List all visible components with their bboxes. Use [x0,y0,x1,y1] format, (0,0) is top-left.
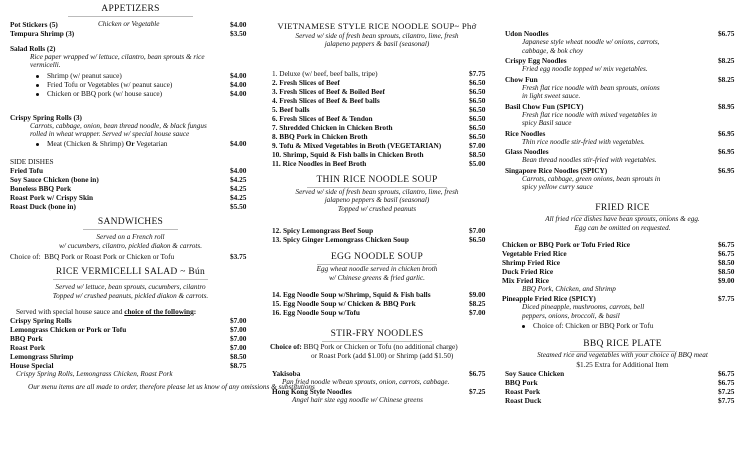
divider [68,16,193,17]
menu-column-middle [262,0,492,455]
spring-rolls-name: Crispy Spring Rolls (3) [10,113,82,122]
pho-item-name: 7. Shredded Chicken in Chicken Broth [272,123,393,132]
pho-item-price: $6.50 [469,123,486,132]
stir-fry-choice: Choice of: BBQ Pork or Chicken or Tofu (no additional charge) [270,342,458,351]
bbq-plate-item: BBQ Pork [505,378,538,387]
noodle-item-desc: Carrots, cabbage, green onions, bean sprouts in [522,174,661,183]
fried-rice-item: Shrimp Fried Rice [502,258,560,267]
noodle-item-desc: Fried egg noodle topped w/ mix vegetables. [522,65,648,73]
pineapple-fried-rice-choice: Choice of: Chicken or BBQ Pork or Tofu [522,322,653,329]
fried-rice-price: $8.50 [718,258,735,267]
noodle-item-desc: Bean thread noodles stir-fried with vegetables. [522,156,657,164]
hong-kong-noodles-name: Hong Kong Style Noodles [272,387,352,396]
sandwiches-desc: w/ cucumbers, cilantro, pickled diakon & carrots. [59,242,202,250]
egg-noodle-price: $9.00 [469,290,486,299]
spring-rolls-price: $4.00 [230,139,247,148]
pho-item-price: $6.50 [469,96,486,105]
salad-roll-option-price: $4.00 [230,89,247,98]
side-dish-price: $4.25 [230,184,247,193]
noodle-item-price: $8.25 [718,56,735,65]
sandwiches-choice: Choice of: BBQ Pork or Roast Pork or Chicken or Tofu [10,252,175,261]
salad-roll-option: Fried Tofu or Vegetables (w/ peanut sauce) [36,81,172,88]
thin-noodle-desc: jalapeno peppers & basil (seasonal) [324,196,430,204]
salad-rolls-desc: vermicelli. [30,61,61,69]
pho-item-name: 1. Deluxe (w/ beef, beef balls, tripe) [272,69,378,78]
stir-fry-choice: or Roast Pork (add $1.00) or Shrimp (add $1.50) [311,351,454,360]
bullet-icon [36,84,39,87]
noodle-item-desc: Japanese style wheat noodle w/ onions, carrots, [522,38,660,46]
bbq-plate-desc: Steamed rice and vegetables with your choice of BBQ meat [537,351,708,359]
pho-item-price: $6.50 [469,78,486,87]
thin-noodle-desc: Served w/ side of fresh bean sprouts, cilantro, lime, fresh [295,188,459,196]
bbq-plate-price: $6.75 [718,378,735,387]
pot-stickers-price: $4.00 [230,20,247,29]
egg-noodle-desc: w/ Chinese greens & fried garlic. [329,274,425,282]
noodle-item-name: Glass Noodles [505,147,549,156]
noodle-item-desc: spicy yellow curry sauce [522,183,593,191]
vermicelli-item-name: House Special [10,361,54,370]
salad-roll-option-price: $4.00 [230,80,247,89]
hong-kong-noodles-price: $7.25 [469,387,486,396]
house-special-desc: Crispy Spring Rolls, Lemongrass Chicken, Roast Pork [16,370,173,378]
side-dish-price: $4.00 [230,166,247,175]
side-dish-name: Soy Sauce Chicken (bone in) [10,175,99,184]
side-dish-name: Fried Tofu [10,166,44,175]
fried-rice-price: $6.75 [718,249,735,258]
egg-noodle-price: $7.00 [469,308,486,317]
vermicelli-item-name: BBQ Pork [10,334,43,343]
divider [53,279,208,280]
pho-item-name: 4. Fresh Slices of Beef & Beef balls [272,96,380,105]
thin-noodle-price: $6.50 [469,235,486,244]
vermicelli-item-price: $7.00 [230,334,247,343]
fried-rice-item: Vegetable Fried Rice [502,249,567,258]
pho-item-price: $5.00 [469,159,486,168]
pot-stickers-option: Chicken or Vegetable [98,20,160,28]
egg-noodle-item: 14. Egg Noodle Soup w/Shrimp, Squid & Fish balls [272,290,431,299]
bbq-plate-price: $6.75 [718,369,735,378]
fried-rice-item: Mix Fried Rice [502,276,550,285]
salad-rolls-name: Salad Rolls (2) [10,44,56,53]
menu-footer-note: Our menu items are all made to order, therefore please let us know of any omissions & substitutions [28,383,315,391]
fried-rice-title: FRIED RICE [595,203,650,213]
sandwiches-price: $3.75 [230,252,247,261]
egg-noodle-desc: Egg wheat noodle served in chicken broth [316,265,438,273]
pho-item-name: 11. Rice Noodles in Beef Broth [272,159,367,168]
thin-noodle-title: THIN RICE NOODLE SOUP [316,175,438,185]
noodle-item-desc: Fresh flat rice noodle with mixed vegetables in [522,110,657,119]
noodle-item-name: Basil Chow Fun (SPICY) [505,101,584,111]
tempura-price: $3.50 [230,29,247,38]
appetizers-title: APPETIZERS [101,4,160,14]
vermicelli-item-name: Crispy Spring Rolls [10,316,72,325]
bbq-plate-extra: $1.25 Extra for Additional Item [576,360,669,369]
noodle-item-desc: Fresh flat rice noodle with bean sprouts, onions [522,83,660,92]
bullet-icon [36,93,39,96]
bullet-icon [36,143,39,146]
stir-fry-title: STIR-FRY NOODLES [330,329,424,339]
bbq-plate-price: $7.25 [718,387,735,396]
sandwiches-desc: Served on a French roll [96,233,165,241]
yakisoba-price: $6.75 [469,369,486,378]
vermicelli-desc: Topped w/ crushed peanuts, pickled diakon & carrots. [52,292,209,300]
vermicelli-item-price: $7.00 [230,343,247,352]
pot-stickers-name: Pot Stickers (5) [10,20,58,29]
spring-rolls-desc: Carrots, cabbage, onion, bean thread noodle, & black fungus [30,122,207,130]
vermicelli-item-name: Lemongrass Shrimp [10,352,74,361]
spring-rolls-desc: rolled in wheat wrapper. Served w/ special house sauce [30,130,190,138]
fried-rice-price: $8.50 [718,267,735,276]
noodle-item-price: $6.95 [718,128,735,138]
fried-rice-price: $6.75 [718,240,735,249]
thin-noodle-desc: Topped w/ crushed peanuts [337,205,417,213]
thin-noodle-item: 12. Spicy Lemongrass Beef Soup [272,226,374,235]
vermicelli-item-price: $8.50 [230,352,247,361]
sandwiches-title: SANDWICHES [97,217,164,227]
noodle-item-price: $6.95 [718,147,735,156]
side-dish-price: $4.25 [230,175,247,184]
vermicelli-item-price: $7.00 [230,325,247,334]
fried-rice-item: Chicken or BBQ Pork or Tofu Fried Rice [502,240,631,249]
pho-item-price: $6.50 [469,105,486,114]
pho-desc: jalapeno peppers & basil (seasonal) [324,40,430,48]
noodle-item-name: Rice Noodles [505,128,546,138]
egg-noodle-title: EGG NOODLE SOUP [330,252,424,262]
pho-item-price: $7.75 [469,69,486,78]
yakisoba-desc: Pan fried noodle w/bean sprouts, onion, carrots, cabbage. [282,378,450,386]
side-dish-price: $4.25 [230,193,247,202]
egg-noodle-item: 16. Egg Noodle Soup w/Tofu [272,308,360,317]
fried-rice-desc: All fried rice dishes have bean sprouts, onions & egg. [545,215,700,223]
noodle-item-name: Crispy Egg Noodles [505,56,567,65]
vermicelli-desc: Served w/ lettuce, bean sprouts, cucumbers, cilantro [55,283,206,291]
bbq-plate-item: Roast Duck [505,396,542,405]
pho-item-name: 2. Fresh Slices of Beef [272,78,340,87]
side-dish-name: Roast Pork w/ Crispy Skin [10,193,94,202]
vermicelli-item-name: Roast Pork [10,343,46,352]
fried-rice-price: $9.00 [718,276,735,285]
side-dishes-title: SIDE DISHES [10,157,54,166]
noodle-item-name: Singapore Rice Noodles (SPICY) [505,165,608,175]
pho-item-name: 6. Fresh Slices of Beef & Tendon [272,114,373,123]
divider [83,229,178,230]
vermicelli-item-name: Lemongrass Chicken or Pork or Tofu [10,325,127,334]
pho-item-price: $6.50 [469,87,486,96]
pho-item-price: $7.00 [469,141,486,150]
thin-noodle-price: $7.00 [469,226,486,235]
salad-roll-option: Shrimp (w/ peanut sauce) [36,72,122,79]
vermicelli-item-price: $7.00 [230,316,247,325]
side-dish-name: Boneless BBQ Pork [10,184,72,193]
pineapple-fried-rice-name: Pineapple Fried Rice (SPICY) [502,294,596,303]
pho-item-name: 9. Tofu & Mixed Vegetables in Broth (VEGETARIAN) [272,141,442,150]
noodle-item-desc: Thin rice noodle stir-fried with vegetables. [522,137,645,146]
side-dish-name: Roast Duck (bone in) [10,202,76,211]
vermicelli-title: RICE VERMICELLI SALAD ~ Bún [55,267,206,277]
pho-desc: Served w/ side of fresh bean sprouts, cilantro, lime, fresh [295,32,459,40]
egg-noodle-price: $8.25 [469,299,486,308]
menu-column-right [500,0,745,455]
pho-item-price: $8.50 [469,150,486,159]
bbq-plate-item: Soy Sauce Chicken [505,369,565,378]
thin-noodle-item: 13. Spicy Ginger Lemongrass Chicken Soup [272,235,409,244]
pho-item-price: $6.50 [469,114,486,123]
noodle-item-price: $6.75 [718,29,735,38]
yakisoba-name: Yakisoba [272,369,301,378]
pho-item-name: 8. BBQ Pork in Chicken Broth [272,132,368,141]
hong-kong-noodles-desc: Angel hair size egg noodle w/ Chinese greens [292,396,423,404]
pho-title: VIETNAMESE STYLE RICE NOODLE SOUP~ Phở [277,21,477,31]
bbq-plate-title: BBQ RICE PLATE [583,339,662,349]
noodle-item-price: $8.95 [718,101,735,111]
pho-item-price: $6.50 [469,132,486,141]
noodle-item-name: Udon Noodles [505,29,549,38]
pho-item-name: 10. Shrimp, Squid & Fish balls in Chicken Broth [272,150,424,159]
side-dish-price: $5.50 [230,202,247,211]
salad-rolls-desc: Rice paper wrapped w/ lettuce, cilantro, bean sprouts & rice [30,53,205,61]
vermicelli-choice-intro: Served with special house sauce and choice of the following: [16,307,197,316]
noodle-item-price: $8.25 [718,74,735,84]
bbq-plate-item: Roast Pork [505,387,541,396]
noodle-item-desc: spicy Basil sauce [522,119,572,127]
bullet-icon [36,75,39,78]
bbq-plate-price: $7.75 [718,396,735,405]
salad-roll-option: Chicken or BBQ pork (w/ house sauce) [36,90,162,97]
pho-item-name: 3. Fresh Slices of Beef & Boiled Beef [272,87,385,96]
noodle-item-desc: cabbage, & bok choy [522,46,584,55]
spring-roll-option: Meat (Chicken & Shrimp) Or Vegetarian [36,140,167,147]
tempura-name: Tempura Shrimp (3) [10,29,75,38]
pineapple-fried-rice-desc: peppers, onions, broccoli, & basil [522,312,620,320]
fried-rice-item: Duck Fried Rice [502,267,554,276]
salad-roll-option-price: $4.00 [230,71,247,80]
vermicelli-item-price: $8.75 [230,361,247,370]
noodle-item-name: Chow Fun [505,74,538,84]
pho-item-name: 5. Beef balls [272,105,310,114]
pineapple-fried-rice-desc: Diced pineapple, mushrooms, carrots, bell [522,303,645,311]
noodle-item-desc: in light sweet sauce. [522,92,581,100]
pineapple-fried-rice-price: $7.75 [718,294,735,303]
bullet-icon [522,325,525,328]
mix-fried-rice-desc: BBQ Pork, Chicken, and Shrimp [522,285,616,293]
fried-rice-desc: Egg can be omitted on requested. [574,224,671,232]
egg-noodle-item: 15. Egg Noodle Soup w/ Chicken & BBQ Pork [272,299,416,308]
noodle-item-price: $6.95 [718,165,735,175]
